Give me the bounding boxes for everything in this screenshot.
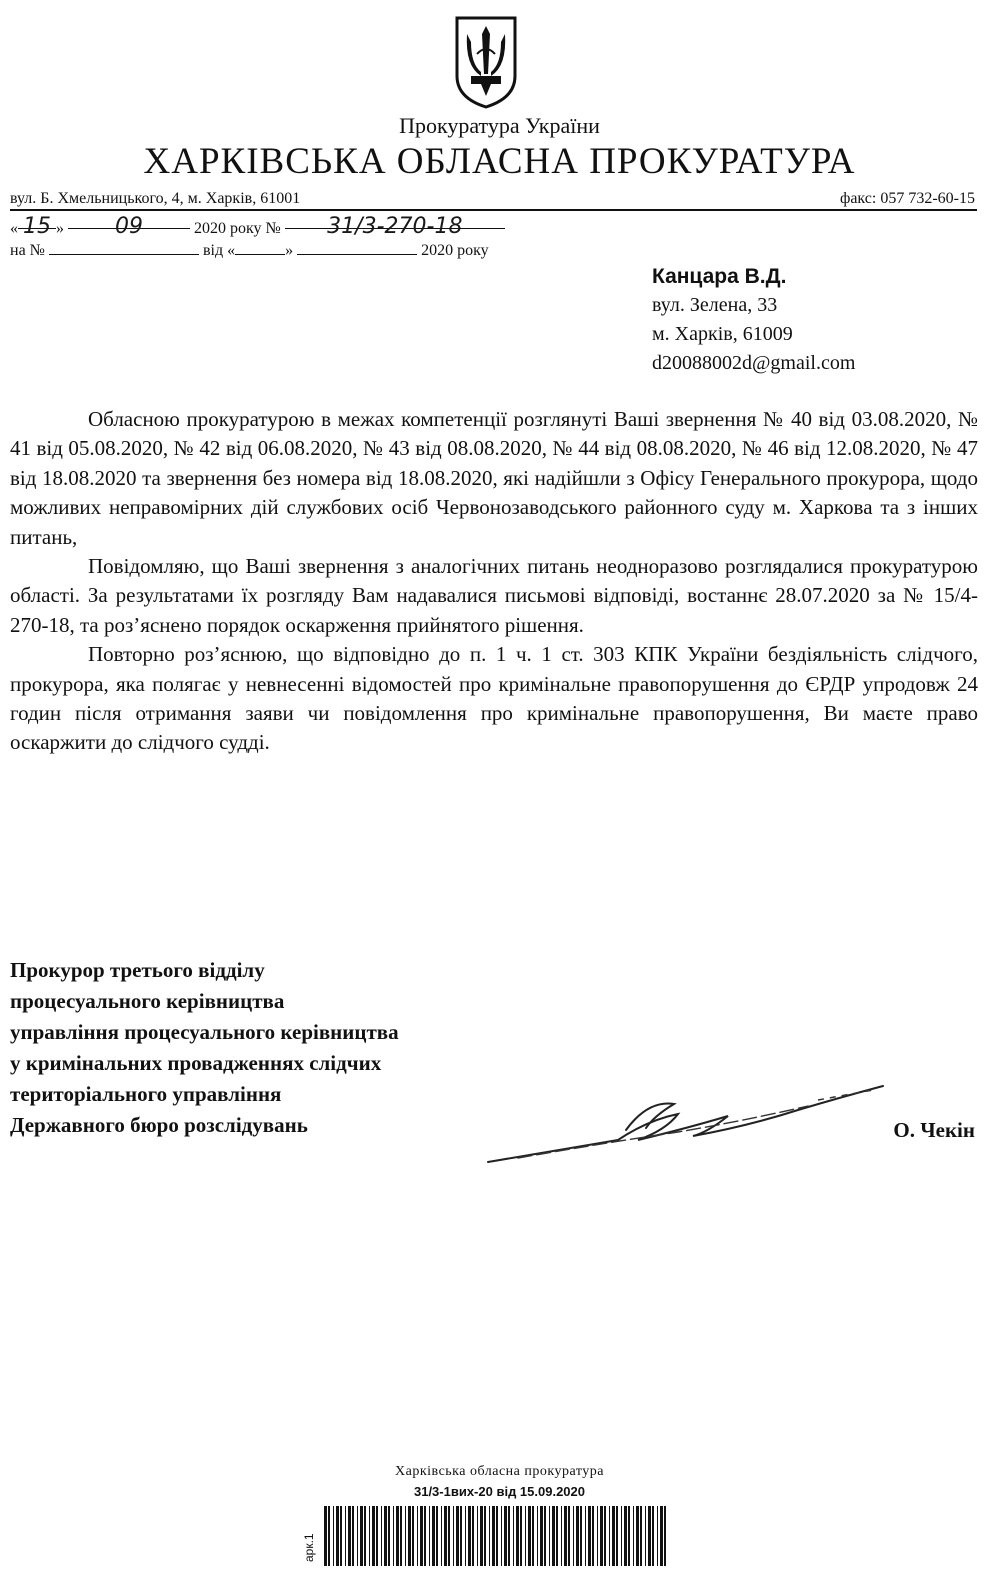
incoming-month-blank bbox=[297, 240, 417, 255]
incoming-prefix: на № bbox=[10, 242, 45, 259]
signer-line: Державного бюро розслідувань bbox=[10, 1113, 308, 1137]
body-paragraph-2: Повідомляю, що Ваші звернення з аналогічних питань неодноразово розглядалися прокуратурою області. За результатами їх розгляду Вам надавалися письмові відповіді, востаннє 28.07.2020 за № 15/4-270-18, та роз’яснено порядок оскарження прийнятого рішення. bbox=[10, 554, 978, 637]
outgoing-month: 09 bbox=[68, 214, 190, 229]
trident-icon bbox=[453, 14, 519, 110]
incoming-close: » bbox=[285, 242, 294, 259]
body-paragraph-1: Обласною прокуратурою в межах компетенції розглянуті Ваші звернення № 40 від 03.08.2020, № 41 від 05.08.2020, № 42 від 06.08.2020, № 43 від 08.08.2020, № 44 від 08.08.2020, № 46 від 12.08.2020, № 47 від 18.08.2020 та звернення без номера від 18.08.2020, які надійшли з Офісу Генерального прокурора, щодо можливих неправомірних дій службових осіб Червонозаводського районного суду м. Харкова та з інших питань, bbox=[10, 407, 978, 549]
outgoing-number: 31/3-270-18 bbox=[285, 214, 505, 229]
signer-line: процесуального керівництва bbox=[10, 989, 285, 1013]
recipient-name: Канцара В.Д. bbox=[652, 265, 787, 288]
stamp-registration: 31/3-1вих-20 від 15.09.2020 bbox=[413, 1484, 585, 1499]
incoming-day-blank bbox=[235, 240, 285, 255]
org-name-title: ХАРКІВСЬКА ОБЛАСНА ПРОКУРАТУРА bbox=[143, 141, 856, 182]
incoming-ref-line bbox=[10, 240, 489, 260]
org-super-title: Прокуратура України bbox=[399, 113, 600, 138]
signer-line: у кримінальних провадженнях слідчих bbox=[10, 1051, 382, 1075]
signer-title-block bbox=[10, 955, 399, 1141]
sheet-label: арк.1 bbox=[302, 1533, 316, 1562]
recipient-city: м. Харків, 61009 bbox=[652, 323, 793, 345]
recipient-block bbox=[652, 262, 855, 378]
incoming-year-label: 2020 року bbox=[421, 242, 489, 259]
letter-body bbox=[10, 405, 978, 758]
recipient-street: вул. Зелена, 33 bbox=[652, 294, 778, 316]
stamp-org: Харківська обласна прокуратура bbox=[395, 1464, 604, 1479]
barcode bbox=[322, 1506, 668, 1566]
recipient-email: d20088002d@gmail.com bbox=[652, 352, 856, 374]
org-fax: факс: 057 732-60-15 bbox=[839, 190, 975, 207]
signer-line: територіального управління bbox=[10, 1082, 282, 1106]
signer-line: управління процесуального керівництва bbox=[10, 1020, 399, 1044]
incoming-from: від « bbox=[202, 242, 236, 259]
handwritten-signature bbox=[478, 1070, 898, 1180]
outgoing-open-quote: « bbox=[10, 220, 18, 237]
outgoing-ref-line: « 15 » 09 2020 року № 31/3-270-18 bbox=[10, 214, 505, 238]
body-paragraph-3: Повторно роз’яснюю, що відповідно до п. 1 ч. 1 ст. 303 КПК України бездіяльність слідчого, прокурора, яка полягає у невнесенні відомостей про кримінальне правопорушення до ЄРДР упродовж 24 годин після отримання заяви чи повідомлення про кримінальне правопорушення, Ви маєте право оскаржити до слідчого судді. bbox=[10, 642, 978, 755]
outgoing-year-label: 2020 року № bbox=[194, 220, 281, 237]
outgoing-day: 15 bbox=[18, 214, 56, 229]
incoming-number-blank bbox=[49, 240, 199, 255]
signer-name: О. Чекін bbox=[893, 1118, 975, 1142]
header-rule bbox=[10, 209, 977, 211]
signer-line: Прокурор третього відділу bbox=[10, 958, 265, 982]
org-address: вул. Б. Хмельницького, 4, м. Харків, 61001 bbox=[10, 190, 301, 207]
